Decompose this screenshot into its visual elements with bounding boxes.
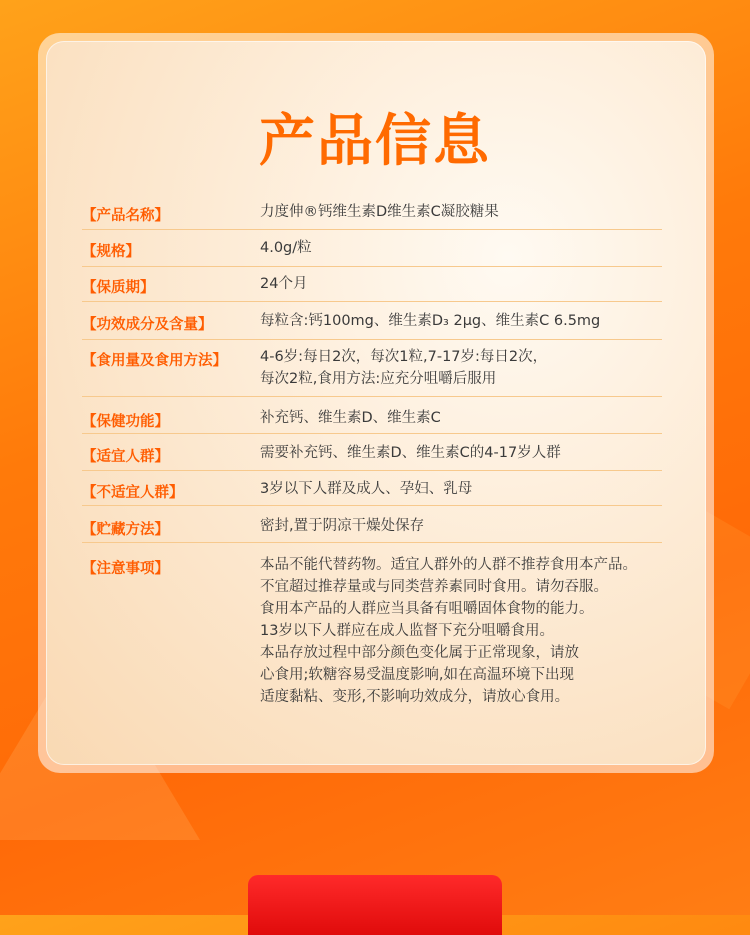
- value-line: 食用本产品的人群应当具备有咀嚼固体食物的能力。: [260, 601, 594, 617]
- row-value: 4.0g/粒: [260, 240, 312, 256]
- value-line: 心食用;软糖容易受温度影响,如在高温环境下出现: [260, 667, 574, 683]
- table-row: [82, 434, 662, 471]
- row-label: 【功效成分及含量】: [82, 317, 213, 333]
- row-value: [260, 554, 670, 708]
- value-line: 本品不能代替药物。适宜人群外的人群不推荐食用本产品。: [260, 557, 637, 573]
- row-value: 需要补充钙、维生素D、维生素C的4-17岁人群: [260, 445, 561, 461]
- row-label: 【不适宜人群】: [82, 485, 184, 501]
- row-label: 【适宜人群】: [82, 449, 169, 465]
- row-value: 补充钙、维生素D、维生素C: [260, 410, 441, 426]
- table-row: [82, 340, 662, 397]
- row-label: 【保健功能】: [82, 414, 169, 430]
- row-label: 【贮藏方法】: [82, 522, 169, 538]
- row-value: 密封,置于阴凉干燥处保存: [260, 518, 425, 534]
- row-label: 【规格】: [82, 244, 140, 260]
- value-line: 适度黏粘、变形,不影响功效成分，请放心食用。: [260, 689, 570, 705]
- row-label: 【保质期】: [82, 280, 155, 296]
- value-line: 4-6岁:每日2次，每次1粒,7-17岁:每日2次，: [260, 349, 548, 365]
- table-row: [82, 267, 662, 302]
- table-row: [82, 302, 662, 340]
- table-row: [82, 195, 662, 230]
- page-title: 产品信息: [259, 109, 491, 174]
- row-value: 24个月: [260, 276, 308, 292]
- value-line: 本品存放过程中部分颜色变化属于正常现象，请放: [260, 645, 579, 661]
- row-value: 3岁以下人群及成人、孕妇、乳母: [260, 481, 473, 497]
- table-row: [82, 506, 662, 543]
- value-line: 每次2粒,食用方法:应充分咀嚼后服用: [260, 371, 497, 387]
- row-label: 【食用量及食用方法】: [82, 353, 227, 369]
- table-row: [82, 543, 662, 713]
- table-row: [82, 230, 662, 267]
- value-line: 不宜超过推荐量或与同类营养素同时食用。请勿吞服。: [260, 579, 608, 595]
- row-value: 每粒含:钙100mg、维生素D₃ 2μg、维生素C 6.5mg: [260, 313, 601, 329]
- row-label: 【注意事项】: [82, 561, 169, 577]
- bottom-red-tab: [248, 875, 502, 935]
- info-table: [82, 195, 662, 713]
- row-value: 力度伸®钙维生素D维生素C凝胶糖果: [260, 204, 499, 220]
- row-label: 【产品名称】: [82, 208, 169, 224]
- row-value: [260, 346, 670, 390]
- table-row: [82, 397, 662, 434]
- table-row: [82, 471, 662, 506]
- value-line: 13岁以下人群应在成人监督下充分咀嚼食用。: [260, 623, 554, 639]
